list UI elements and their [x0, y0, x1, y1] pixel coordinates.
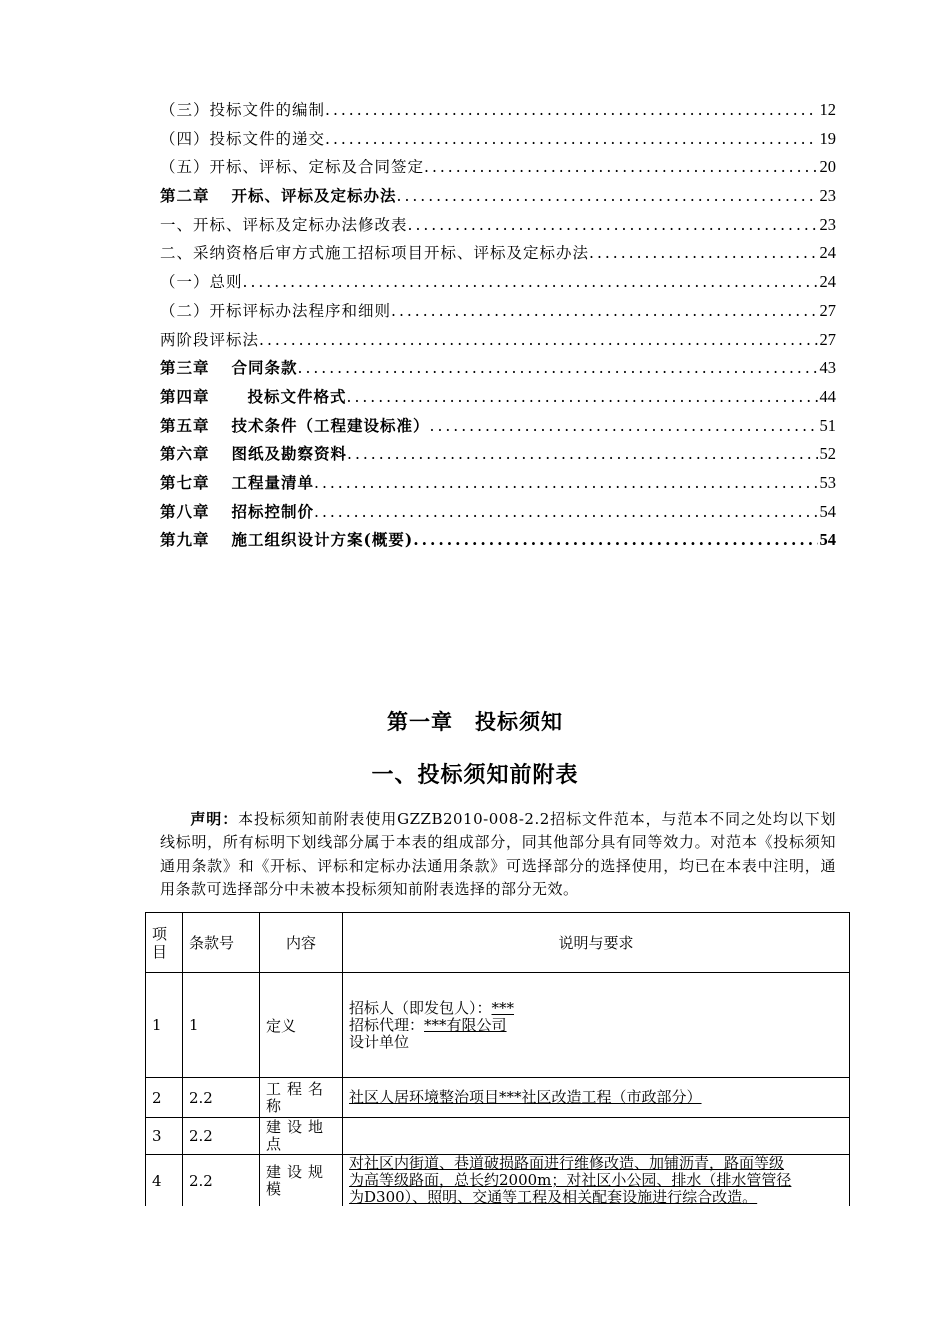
toc-leader-dots	[391, 297, 817, 326]
toc-chapter-label: 第六章	[160, 444, 210, 464]
toc-entry[interactable]	[160, 326, 836, 355]
toc-chapter-title: 图纸及勘察资料	[231, 444, 348, 464]
desc-line	[349, 1089, 843, 1106]
desc-underlined: 对社区内街道、巷道破损路面进行维修改造、加铺沥青，路面等级	[349, 1154, 785, 1172]
toc-entry-title: （三）投标文件的编制	[160, 101, 326, 119]
toc-entry-title: 两阶段评标法	[160, 330, 260, 349]
declaration-text: 本投标须知前附表使用GZZB2010-008-2.2招标文件范本，与范本不同之处均以下划线标明，所有标明下划线部分属于本表的组成部分，同其他部分具有同等效力。对范本《投标须知通用条款》和《开标、评标和定标办法通用条款》可选择部分的选择使用，均已在本表中注明，通用条款可选择部分中未被本投标须知前附表选择的部分无效。	[160, 810, 836, 898]
toc-entry-page: 43	[819, 358, 836, 378]
toc-chapter-entry[interactable]	[160, 182, 836, 211]
toc-chapter-title: 开标、评标及定标办法	[231, 186, 397, 206]
toc-leader-dots	[413, 526, 817, 555]
cell-item: 2	[146, 1078, 183, 1118]
toc-entry-title	[160, 354, 298, 383]
toc-entry-page: 54	[819, 530, 836, 550]
toc-entry-title	[160, 498, 314, 527]
declaration-paragraph	[160, 808, 836, 901]
cell-desc	[343, 1078, 850, 1118]
toc-entry-page: 20	[819, 157, 836, 177]
table-row	[146, 1155, 850, 1207]
toc-chapter-label: 第九章	[160, 530, 210, 550]
toc-entry-title: 一、开标、评标及定标办法修改表	[160, 215, 408, 234]
toc-chapter-label: 第三章	[160, 358, 210, 378]
desc-line	[349, 1034, 843, 1051]
toc-chapter-entry[interactable]	[160, 354, 836, 383]
toc-chapter-entry[interactable]	[160, 498, 836, 527]
toc-chapter-title: 投标文件格式	[247, 386, 347, 406]
toc-entry-page: 51	[819, 415, 836, 435]
cell-content: 定义	[260, 973, 343, 1078]
toc-chapter-title: 技术条件（工程建设标准）	[231, 415, 430, 435]
toc-chapter-label: 第七章	[160, 472, 210, 492]
header-clause: 条款号	[183, 913, 260, 973]
toc-entry-page: 24	[819, 243, 836, 263]
header-content: 内容	[260, 913, 343, 973]
toc-entry[interactable]	[160, 125, 836, 154]
toc-entry[interactable]	[160, 297, 836, 326]
cell-desc	[343, 1118, 850, 1155]
toc-entry-title: 二、采纳资格后审方式施工招标项目开标、评标及定标办法	[160, 244, 590, 263]
toc-leader-dots	[314, 498, 817, 527]
toc-entry[interactable]	[160, 268, 836, 297]
toc-entry-title	[160, 526, 413, 555]
toc-entry-title: （四）投标文件的递交	[160, 129, 326, 148]
toc-entry-page: 52	[819, 444, 836, 464]
toc-entry-title	[160, 182, 397, 211]
toc-entry-page: 27	[819, 329, 836, 349]
cell-content: 建设地点	[260, 1118, 343, 1155]
cell-desc	[343, 973, 850, 1078]
toc-leader-dots	[325, 125, 817, 154]
toc-entry-page: 24	[819, 272, 836, 292]
toc-entry-page: 19	[819, 128, 836, 148]
toc-leader-dots	[243, 268, 818, 297]
table-row	[146, 1118, 850, 1155]
toc-leader-dots	[408, 211, 818, 240]
table-of-contents	[160, 96, 836, 555]
toc-entry-title	[160, 469, 314, 498]
chapter-heading: 第一章 投标须知	[387, 709, 563, 734]
desc-text: 招标人（即发包人）：	[349, 998, 492, 1017]
toc-entry-title	[160, 383, 347, 412]
toc-entry[interactable]	[160, 239, 836, 268]
cell-desc	[343, 1155, 850, 1207]
toc-leader-dots	[397, 182, 818, 211]
toc-entry-title	[160, 440, 347, 469]
toc-entry-title: （二）开标评标办法程序和细则	[160, 301, 392, 320]
cell-item: 4	[146, 1155, 183, 1207]
toc-leader-dots	[314, 469, 817, 498]
cell-item: 1	[146, 973, 183, 1078]
toc-entry[interactable]	[160, 153, 836, 182]
desc-line	[349, 1189, 843, 1206]
desc-text: 设计单位	[349, 1032, 410, 1051]
toc-leader-dots	[347, 383, 818, 412]
cell-clause: 2.2	[183, 1155, 260, 1207]
header-desc: 说明与要求	[343, 913, 850, 973]
toc-entry[interactable]	[160, 96, 836, 125]
cell-content: 工程名称	[260, 1078, 343, 1118]
toc-chapter-label: 第五章	[160, 415, 210, 435]
toc-entry[interactable]	[160, 211, 836, 240]
toc-entry-page: 23	[819, 214, 836, 234]
toc-entry-page: 23	[819, 186, 836, 206]
toc-chapter-title: 合同条款	[231, 358, 298, 378]
toc-leader-dots	[259, 326, 817, 355]
toc-chapter-entry[interactable]	[160, 469, 836, 498]
toc-chapter-label: 第二章	[160, 186, 210, 206]
desc-line	[349, 1000, 843, 1017]
toc-chapter-entry[interactable]	[160, 440, 836, 469]
toc-chapter-label: 第八章	[160, 501, 210, 521]
cell-clause: 2.2	[183, 1118, 260, 1155]
desc-underlined: 为高等级路面，总长约2000m；对社区小公园、排水（排水管管径	[349, 1171, 792, 1189]
cell-clause: 2.2	[183, 1078, 260, 1118]
toc-entry-page: 54	[819, 501, 836, 521]
toc-chapter-title: 招标控制价	[231, 501, 315, 521]
cell-content: 建设规模	[260, 1155, 343, 1207]
toc-leader-dots	[325, 96, 817, 125]
table-row	[146, 1078, 850, 1118]
toc-entry-page: 53	[819, 472, 836, 492]
front-attachment-table	[145, 912, 850, 1206]
toc-chapter-title: 施工组织设计方案(概要)	[231, 530, 414, 550]
section-heading: 一、投标须知前附表	[371, 762, 579, 788]
toc-leader-dots	[298, 354, 818, 383]
table-row	[146, 973, 850, 1078]
desc-text: 招标代理：	[349, 1015, 425, 1034]
table-header-row	[146, 913, 850, 973]
toc-leader-dots	[589, 239, 817, 268]
toc-entry-page: 12	[819, 100, 836, 119]
toc-entry-title	[160, 412, 430, 441]
desc-line	[349, 1155, 843, 1172]
toc-entry-title: （一）总则	[160, 273, 243, 292]
toc-leader-dots	[430, 412, 818, 441]
desc-underlined: 社区人居环境整治项目***社区改造工程（市政部分）	[349, 1088, 702, 1106]
toc-chapter-entry[interactable]	[160, 412, 836, 441]
desc-underlined: ***	[491, 998, 515, 1017]
toc-chapter-title: 工程量清单	[231, 472, 315, 492]
desc-underlined: ***有限公司	[424, 1015, 507, 1034]
desc-line	[349, 1172, 843, 1189]
toc-chapter-label: 第四章	[160, 386, 210, 406]
toc-entry-page: 27	[819, 300, 836, 320]
toc-entry-page: 44	[819, 386, 836, 406]
toc-leader-dots	[347, 440, 817, 469]
declaration-label: 声明：	[190, 810, 239, 828]
toc-chapter-entry[interactable]	[160, 383, 836, 412]
cell-clause: 1	[183, 973, 260, 1078]
desc-underlined: 为D300）、照明、交通等工程及相关配套设施进行综合改造。	[349, 1188, 758, 1206]
cell-item: 3	[146, 1118, 183, 1155]
toc-entry-title: （五）开标、评标、定标及合同签定	[160, 158, 425, 177]
toc-chapter-entry[interactable]	[160, 526, 836, 555]
desc-line	[349, 1017, 843, 1034]
toc-leader-dots	[424, 153, 817, 182]
header-item: 项目	[146, 913, 183, 973]
